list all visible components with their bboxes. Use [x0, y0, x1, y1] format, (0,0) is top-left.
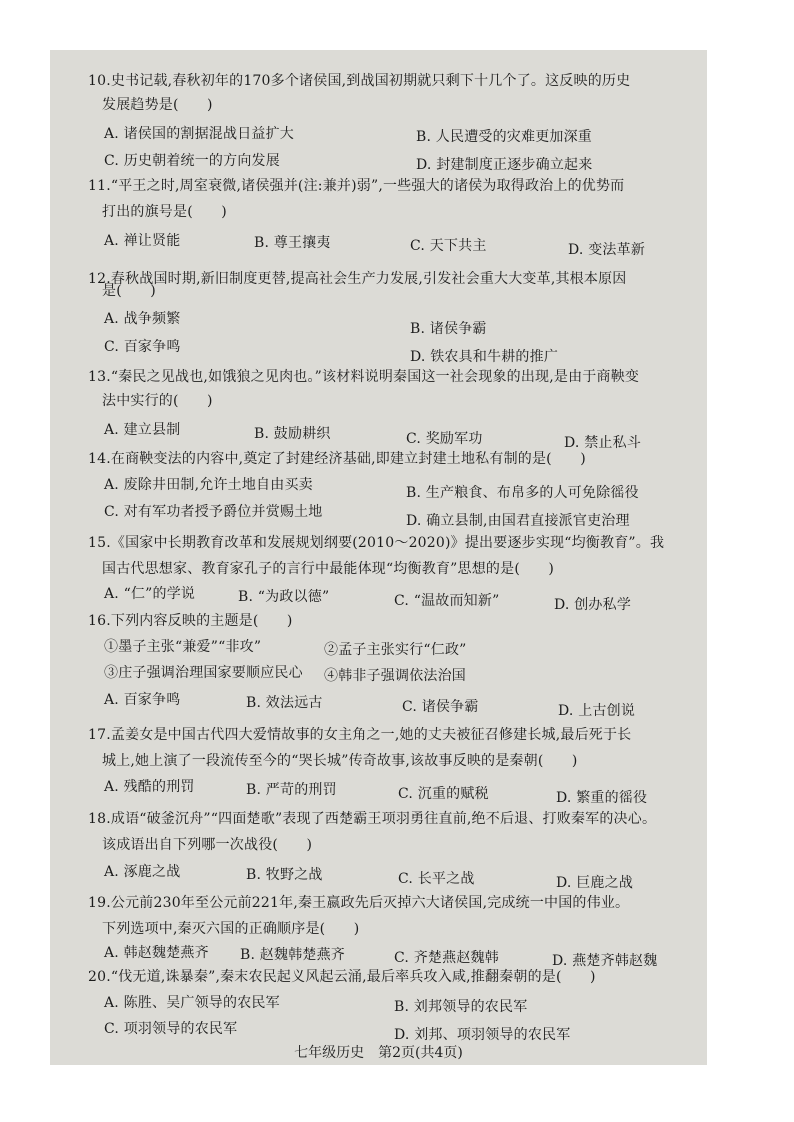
- question-18-option-b: B. 牧野之战: [246, 867, 323, 883]
- question-11-option-b: B. 尊王攘夷: [254, 235, 331, 251]
- question-17-option-a: A. 残酷的刑罚: [104, 779, 195, 795]
- question-10-option-c: C. 历史朝着统一的方向发展: [104, 153, 280, 169]
- question-14-stem: 14.在商鞅变法的内容中,奠定了封建经济基础,即建立封建土地私有制的是( ): [88, 451, 586, 467]
- question-15-option-a: A. “仁”的学说: [104, 586, 196, 602]
- question-13-stem: 13.“秦民之见战也,如饿狼之见肉也。”该材料说明秦国这一社会现象的出现,是由于商鞅变: [88, 369, 640, 385]
- question-13-option-b: B. 鼓励耕织: [254, 426, 331, 442]
- question-16-item-3: ③庄子强调治理国家要顺应民心: [104, 665, 303, 681]
- exam-page: [50, 50, 707, 1065]
- question-20-option-c: C. 项羽领导的农民军: [104, 1021, 238, 1037]
- question-15-option-c: C. “温故而知新”: [394, 593, 500, 609]
- question-12-option-a: A. 战争频繁: [104, 311, 181, 327]
- question-15-stem-cont: 国古代思想家、教育家孔子的言行中最能体现“均衡教育”思想的是( ): [102, 561, 555, 577]
- question-18-option-a: A. 涿鹿之战: [104, 864, 181, 880]
- question-18-stem: 18.成语“破釜沉舟”“四面楚歌”表现了西楚霸王项羽勇往直前,绝不后退、打败秦军的决心。: [88, 811, 657, 827]
- question-12-option-b: B. 诸侯争霸: [410, 321, 487, 337]
- question-16-item-1: ①墨子主张“兼爱”“非攻”: [104, 639, 262, 655]
- question-16-stem: 16.下列内容反映的主题是( ): [88, 613, 293, 629]
- question-20-option-a: A. 陈胜、吴广领导的农民军: [104, 995, 280, 1011]
- question-17-stem-cont: 城上,她上演了一段流传至今的“哭长城”传奇故事,该故事反映的是秦朝( ): [102, 753, 578, 769]
- question-18-option-c: C. 长平之战: [398, 871, 475, 887]
- question-17-option-b: B. 严苛的刑罚: [246, 782, 337, 798]
- question-18-stem-cont: 该成语出自下列哪一次战役( ): [102, 837, 313, 853]
- question-14-option-d: D. 确立县制,由国君直接派官吏治理: [406, 513, 630, 529]
- question-10-stem-cont: 发展趋势是( ): [102, 97, 213, 113]
- question-14-option-b: B. 生产粮食、布帛多的人可免除徭役: [406, 485, 639, 501]
- question-19-stem-cont: 下列选项中,秦灭六国的正确顺序是( ): [102, 921, 360, 937]
- page-footer: 七年级历史 第2页(共4页): [294, 1045, 463, 1061]
- question-15-stem: 15.《国家中长期教育改革和发展规划纲要(2010～2020)》提出要逐步实现“均衡教育”。我: [88, 535, 665, 551]
- question-16-item-4: ④韩非子强调依法治国: [324, 668, 466, 684]
- question-15-option-b: B. “为政以德”: [238, 589, 330, 605]
- question-10-option-b: B. 人民遭受的灾难更加深重: [416, 129, 592, 145]
- question-16-option-a: A. 百家争鸣: [104, 692, 181, 708]
- question-12-stem-cont: 是( ): [102, 283, 156, 299]
- question-11-stem: 11.“平王之时,周室衰微,诸侯强并(注:兼并)弱”,一些强大的诸侯为取得政治上的优势而: [88, 178, 625, 194]
- question-18-option-d: D. 巨鹿之战: [556, 875, 634, 891]
- question-10-stem: 10.史书记载,春秋初年的170多个诸侯国,到战国初期就只剩下十几个了。这反映的历史: [88, 73, 631, 89]
- question-17-stem: 17.孟姜女是中国古代四大爱情故事的女主角之一,她的丈夫被征召修建长城,最后死于长: [88, 727, 632, 743]
- question-20-stem: 20.“伐无道,诛暴秦”,秦末农民起义风起云涌,最后率兵攻入咸,推翻秦朝的是( ): [88, 969, 596, 985]
- question-14-option-c: C. 对有军功者授予爵位并赏赐土地: [104, 504, 323, 520]
- question-19-option-d: D. 燕楚齐韩赵魏: [552, 953, 658, 969]
- question-20-option-d: D. 刘邦、项羽领导的农民军: [394, 1027, 571, 1043]
- question-20-option-b: B. 刘邦领导的农民军: [394, 999, 528, 1015]
- question-19-option-c: C. 齐楚燕赵魏韩: [394, 950, 499, 966]
- question-19-option-b: B. 赵魏韩楚燕齐: [240, 947, 345, 963]
- question-17-option-c: C. 沉重的赋税: [398, 786, 489, 802]
- question-16-option-c: C. 诸侯争霸: [402, 699, 479, 715]
- question-11-option-d: D. 变法革新: [568, 242, 646, 258]
- question-13-option-a: A. 建立县制: [104, 422, 181, 438]
- question-16-option-b: B. 效法远古: [246, 695, 323, 711]
- question-11-option-c: C. 天下共主: [410, 238, 487, 254]
- question-13-option-c: C. 奖励军功: [406, 431, 483, 447]
- question-19-stem: 19.公元前230年至公元前221年,秦王嬴政先后灭掉六大诸侯国,完成统一中国的伟业。: [88, 895, 630, 911]
- question-16-item-2: ②孟子主张实行“仁政”: [324, 642, 467, 658]
- question-12-stem: 12.春秋战国时期,新旧制度更替,提高社会生产力发展,引发社会重大大变革,其根本原因: [88, 271, 627, 287]
- question-13-option-d: D. 禁止私斗: [564, 435, 642, 451]
- question-11-stem-cont: 打出的旗号是( ): [102, 204, 227, 220]
- question-14-option-a: A. 废除井田制,允许土地自由买卖: [104, 477, 313, 493]
- question-13-stem-cont: 法中实行的( ): [102, 393, 213, 409]
- question-17-option-d: D. 繁重的徭役: [556, 790, 648, 806]
- question-10-option-a: A. 诸侯国的割据混战日益扩大: [104, 126, 295, 142]
- question-12-option-c: C. 百家争鸣: [104, 339, 181, 355]
- question-19-option-a: A. 韩赵魏楚燕齐: [104, 945, 209, 961]
- question-15-option-d: D. 创办私学: [554, 597, 632, 613]
- question-11-option-a: A. 禅让贤能: [104, 233, 181, 249]
- question-12-option-d: D. 铁农具和牛耕的推广: [410, 349, 559, 365]
- question-16-option-d: D. 上古创说: [558, 703, 636, 719]
- question-10-option-d: D. 封建制度正逐步确立起来: [416, 157, 593, 173]
